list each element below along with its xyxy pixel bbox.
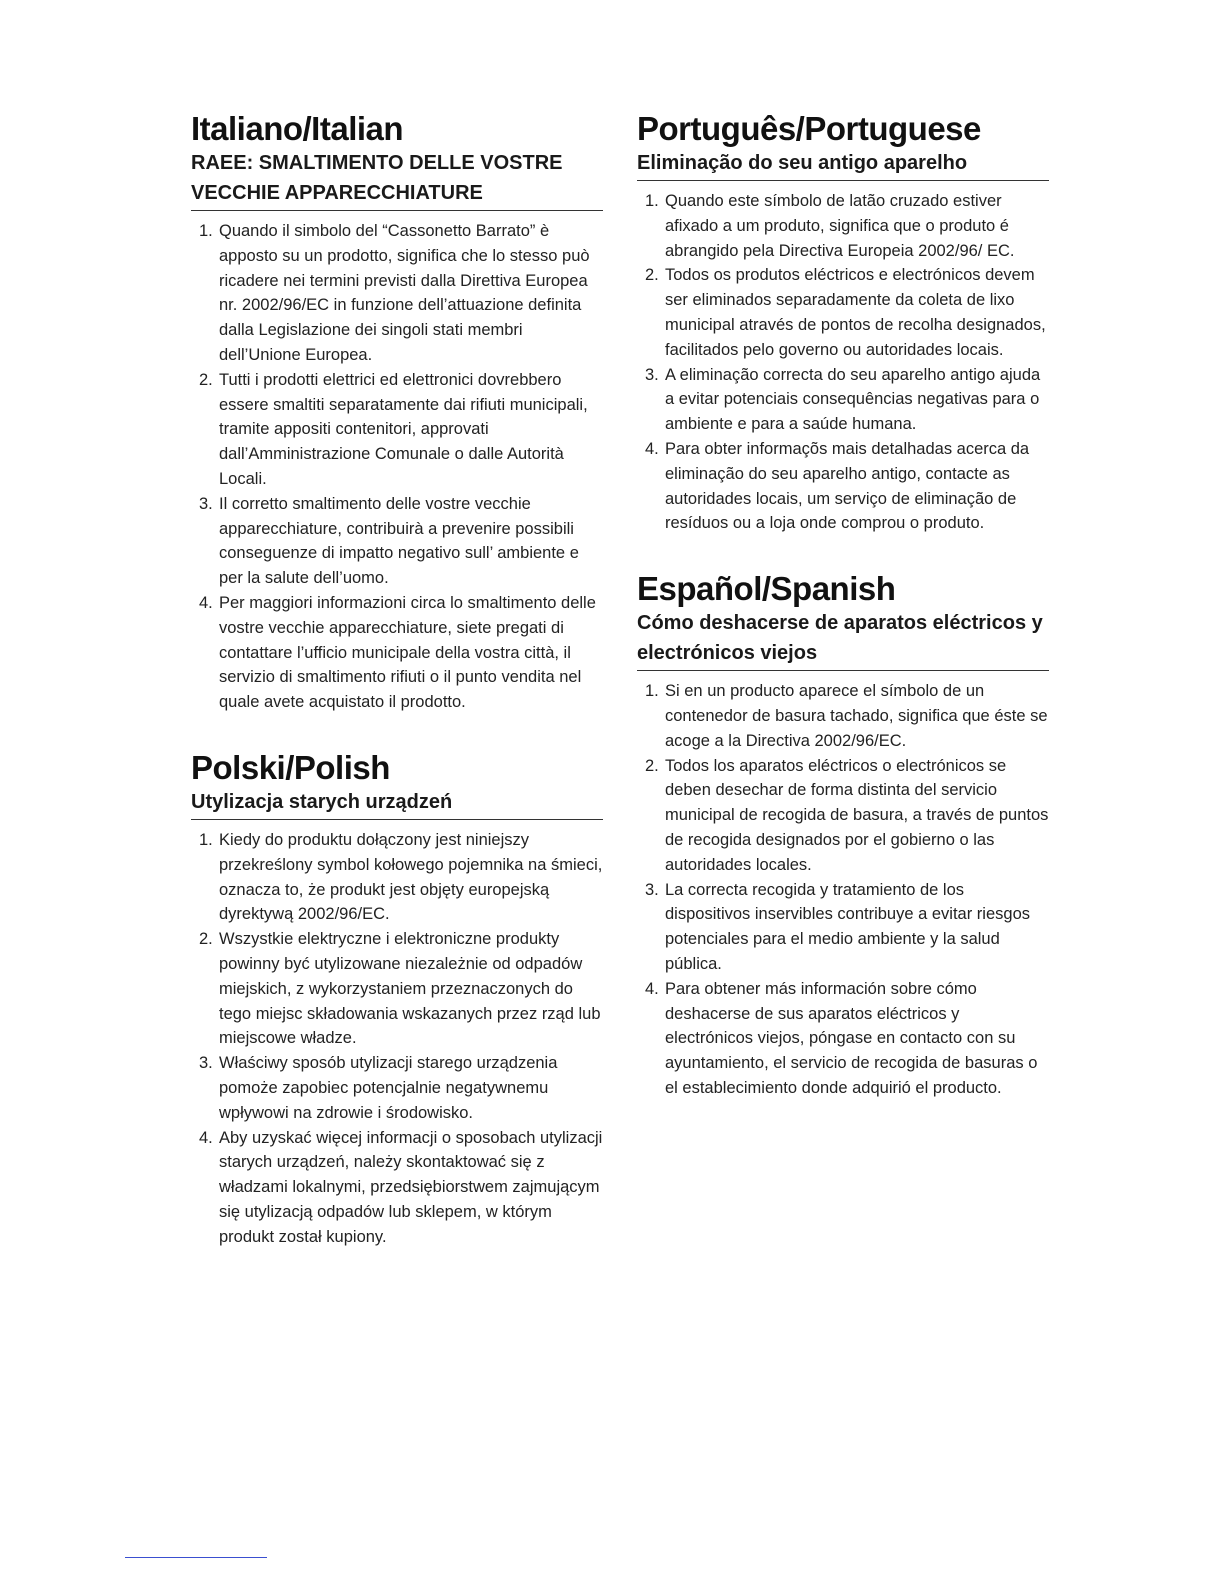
item-text: Para obtener más información sobre cómo deshacerse de sus aparatos eléctricos y electrónicos viejos, póngase en contacto con su ayuntamiento, el servicio de recogida de basuras o el establecimiento donde adquirió el producto. [665, 979, 1038, 1097]
section-title: Polski/Polish [191, 748, 390, 786]
section-subtitle: RAEE: SMALTIMENTO DELLE VOSTRE VECCHIE APPARECCHIATURE [191, 148, 603, 211]
list-item [191, 591, 603, 715]
left-column [191, 110, 603, 1283]
section-italian [191, 110, 603, 715]
item-number: 3. [645, 880, 659, 899]
footer-rule [125, 1557, 267, 1558]
item-text: La correcta recogida y tratamiento de los dispositivos inservibles contribuye a evitar riesgos potenciales para el medio ambiente y la salud pública. [665, 880, 1030, 973]
list-item [191, 927, 603, 1051]
item-number: 3. [199, 494, 213, 513]
item-number: 2. [645, 266, 659, 285]
list-item [637, 754, 1049, 878]
list-item [637, 977, 1049, 1101]
section-subtitle: Eliminação do seu antigo aparelho [637, 148, 1049, 181]
list-item [637, 679, 1049, 753]
item-text: Si en un producto aparece el símbolo de un contenedor de basura tachado, significa que éste se acoge a la Directiva 2002/96/EC. [665, 682, 1048, 750]
section-portuguese [637, 110, 1049, 536]
list-item [191, 492, 603, 591]
section-polish [191, 749, 603, 1250]
item-text: Wszystkie elektryczne i elektroniczne produkty powinny być utylizowane niezależnie od odpadów miejskich, z wykorzystaniem przeznaczonych do tego miejsc składowania wskazanych przez rząd lub miejscowe władze. [219, 930, 601, 1048]
list-item [637, 878, 1049, 977]
item-number: 4. [645, 979, 659, 998]
item-number: 4. [199, 1128, 213, 1147]
item-number: 1. [199, 222, 213, 240]
instruction-list [191, 219, 603, 715]
list-item [637, 189, 1049, 263]
list-item [191, 1126, 603, 1250]
item-number: 1. [645, 192, 659, 210]
item-text: A eliminação correcta do seu aparelho antigo ajuda a evitar potenciais consequências negativas para o ambiente e para a saúde humana. [665, 365, 1041, 434]
item-text: Para obter informaçõs mais detalhadas acerca da eliminação do seu aparelho antigo, contacte as autoridades locais, um serviço de eliminação de resíduos ou a loja onde comprou o produto. [665, 439, 1030, 533]
item-text: Quando il simbolo del “Cassonetto Barrato” è apposto su un prodotto, significa che lo stesso può ricadere nei termini previsti dalla Direttiva Europea nr. 2002/96/EC in funzione dell’attuazione definita dalla Legislazione dei singoli stati membri dell’Unione Europea. [219, 222, 590, 364]
item-number: 2. [645, 756, 659, 775]
item-number: 3. [199, 1054, 213, 1073]
section-title: Español/Spanish [637, 570, 896, 608]
item-number: 4. [199, 593, 213, 612]
list-item [637, 263, 1049, 362]
item-number: 3. [645, 365, 659, 384]
item-text: Todos los aparatos eléctricos o electrónicos se deben desechar de forma distinta del servicio municipal de recogida de basura, a través de puntos de recogida designados por el gobierno o las autoridades locales. [665, 756, 1049, 874]
list-item [191, 368, 603, 492]
instruction-list [637, 189, 1049, 536]
section-subtitle: Utylizacja starych urządzeń [191, 787, 603, 820]
right-column [637, 110, 1049, 1135]
section-title: Italiano/Italian [191, 110, 404, 147]
list-item [191, 828, 603, 927]
item-number: 4. [645, 439, 659, 458]
item-text: Właściwy sposób utylizacji starego urządzenia pomoże zapobiec potencjalnie negatywnemu wpływowi na zdrowie i środowisko. [219, 1054, 558, 1122]
item-text: Quando este símbolo de latão cruzado estiver afixado a um produto, significa que o produto é abrangido pela Directiva Europeia 2002/96/ EC. [665, 192, 1015, 260]
section-spanish [637, 570, 1049, 1101]
item-text: Aby uzyskać więcej informacji o sposobach utylizacji starych urządzeń, należy skontaktować się z władzami lokalnymi, przedsiębiorstwem zajmującym się utylizacją odpadów lub sklepem, w którym produkt został kupiony. [219, 1128, 603, 1246]
list-item [637, 363, 1049, 437]
list-item [191, 1051, 603, 1125]
section-title: Português/Portuguese [637, 110, 981, 147]
item-text: Kiedy do produktu dołączony jest niniejszy przekreślony symbol kołowego pojemnika na śmieci, oznacza to, że produkt jest objęty europejską dyrektywą 2002/96/EC. [219, 830, 603, 924]
item-number: 1. [645, 682, 659, 701]
list-item [637, 437, 1049, 536]
instruction-list [191, 828, 603, 1250]
item-text: Il corretto smaltimento delle vostre vecchie apparecchiature, contribuirà a prevenire possibili conseguenze di impatto negativo sull’ ambiente e per la salute dell’uomo. [219, 494, 579, 588]
list-item [191, 219, 603, 368]
item-number: 1. [199, 830, 213, 849]
item-text: Per maggiori informazioni circa lo smaltimento delle vostre vecchie apparecchiature, siete pregati di contattare l’ufficio municipale della vostra città, il servizio di smaltimento rifiuti o il punto vendita nel quale avete acquistato il prodotto. [219, 593, 596, 712]
instruction-list [637, 679, 1049, 1101]
item-number: 2. [199, 370, 213, 389]
section-subtitle: Cómo deshacerse de aparatos eléctricos y electrónicos viejos [637, 608, 1049, 671]
item-number: 2. [199, 930, 213, 949]
item-text: Todos os produtos eléctricos e electrónicos devem ser eliminados separadamente da coleta de lixo municipal através de pontos de recolha designados, facilitados pelo governo ou autoridades locais. [665, 266, 1046, 359]
item-text: Tutti i prodotti elettrici ed elettronici dovrebbero essere smaltiti separatamente dai rifiuti municipali, tramite appositi contenitori, approvati dall’Amministrazione Comunale o dalle Autorità Locali. [219, 370, 588, 488]
